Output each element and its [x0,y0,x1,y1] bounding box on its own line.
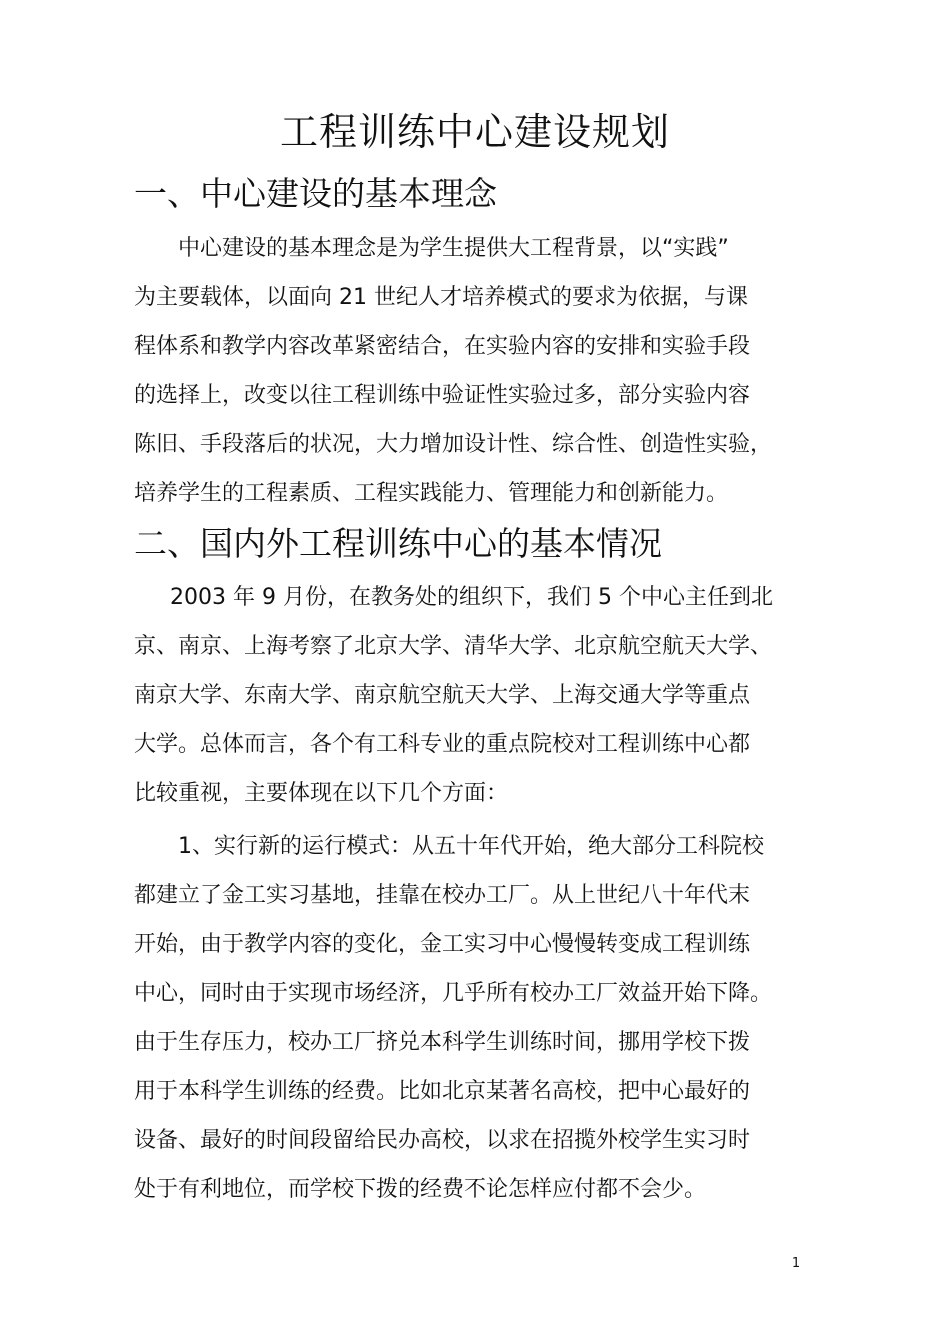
paragraph-line: 中心，同时由于实现市场经济，几乎所有校办工厂效益开始下降。 [134,981,773,1006]
paragraph-line: 的选择上，改变以往工程训练中验证性实验过多，部分实验内容 [134,383,751,408]
paragraph-line: 程体系和教学内容改革紧密结合，在实验内容的安排和实验手段 [134,334,751,359]
paragraph-line: 南京大学、东南大学、南京航空航天大学、上海交通大学等重点 [134,683,751,708]
paragraph-line: 培养学生的工程素质、工程实践能力、管理能力和创新能力。 [134,481,729,506]
paragraph-line: 1、实行新的运行模式：从五十年代开始，绝大部分工科院校 [178,834,764,859]
document-title: 工程训练中心建设规划 [279,110,670,154]
paragraph-line: 京、南京、上海考察了北京大学、清华大学、北京航空航天大学、 [134,634,773,659]
section-heading-1: 一、中心建设的基本理念 [134,174,497,213]
paragraph-line: 设备、最好的时间段留给民办高校，以求在招揽外校学生实习时 [134,1128,751,1153]
paragraph-line: 比较重视，主要体现在以下几个方面： [134,781,509,806]
paragraph-line: 由于生存压力，校办工厂挤兑本科学生训练时间，挪用学校下拨 [134,1030,751,1055]
paragraph-line: 陈旧、手段落后的状况，大力增加设计性、综合性、创造性实验， [134,432,773,457]
page-number: 1 [791,1256,801,1271]
paragraph-line: 中心建设的基本理念是为学生提供大工程背景，以“实践” [178,236,729,261]
paragraph-survey [134,573,834,818]
paragraph-line: 处于有利地位，而学校下拨的经费不论怎样应付都不会少。 [134,1177,707,1202]
paragraph-basic-concept [134,224,834,518]
paragraph-line: 用于本科学生训练的经费。比如北京某著名高校，把中心最好的 [134,1079,751,1104]
paragraph-line: 2003 年 9 月份，在教务处的组织下，我们 5 个中心主任到北 [170,585,773,610]
paragraph-line: 大学。总体而言，各个有工科专业的重点院校对工程训练中心都 [134,732,751,757]
paragraph-line: 都建立了金工实习基地，挂靠在校办工厂。从上世纪八十年代末 [134,883,751,908]
paragraph-line: 开始，由于教学内容的变化，金工实习中心慢慢转变成工程训练 [134,932,751,957]
section-heading-2: 二、国内外工程训练中心的基本情况 [134,524,662,563]
paragraph-operating-mode [134,822,834,1214]
paragraph-line: 为主要载体，以面向 21 世纪人才培养模式的要求为依据，与课 [134,285,748,310]
